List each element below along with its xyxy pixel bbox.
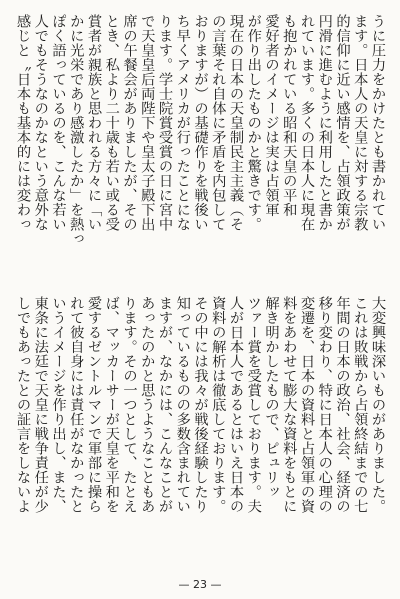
text-column: 愛好者のイメージは実は占領軍 <box>263 14 280 217</box>
text-column: 解き明かしたもので、ピュリッ <box>263 296 280 499</box>
text-column: 人でもそうなのかなという意外な <box>32 14 49 232</box>
text-column: とき、私より二十歳も若い或る受 <box>103 14 120 232</box>
text-column: も抱かれている昭和天皇の平和 <box>281 14 298 217</box>
text-column: の言葉それ自体に矛盾を内包して <box>210 14 227 232</box>
text-column: うに圧力をかけたとも書かれてい <box>370 14 386 232</box>
text-column: ば、マッカーサーが天皇を平和を <box>103 296 120 514</box>
text-column: ぽく語っているのを、こんな若い <box>50 14 67 232</box>
text-column: ります。その一つとして、たとえ <box>121 296 138 514</box>
page-number: — 23 — <box>178 578 222 591</box>
text-column: ますが、なかには、こんなことが <box>157 296 173 514</box>
text-column: 賞者が親族と思われる方々に「い <box>86 14 102 232</box>
text-column: 感じと〝日本も基本的には変わっ <box>15 14 31 232</box>
text-column: ります。学士院賞受賞の日に宮中 <box>157 14 173 232</box>
text-column: 席の午餐会がありましたが、その <box>121 14 138 232</box>
text-column: が作り出したものかと驚きです。 <box>245 14 262 232</box>
text-column: 愛するゼントルマンで軍部に操ら <box>86 296 102 514</box>
text-column: れています。多くの日本人に現在 <box>299 14 315 232</box>
text-column: あったのかと思うようなこともあ <box>139 296 156 514</box>
text-column: 人が日本人であるとはいえ日本の <box>228 296 244 514</box>
text-column: 大変興味深いものがありました。 <box>370 296 386 514</box>
text-column: ツァー賞を受賞しております。夫 <box>245 296 262 514</box>
text-column: 料をあわせて膨大な資料をもとに <box>281 296 298 514</box>
text-column: しでもあったとの証言をしないよ <box>15 296 31 514</box>
text-column: 現在の日本の天皇制民主主義（そ <box>228 14 244 232</box>
text-column: 知っているものの多数含まれてい <box>174 296 191 514</box>
text-column: 移り変わり、特に日本人の心理の <box>316 296 333 514</box>
text-column: ます。日本人の天皇に対する宗教 <box>352 14 369 232</box>
text-column: これは敗戦から占領終結までの七 <box>352 296 369 514</box>
text-column: 円滑に進むように利用したと書か <box>316 14 333 232</box>
text-column: その中には我々が戦後経験したり <box>192 296 209 514</box>
upper-text-band <box>14 14 386 284</box>
text-column: 変遷を、日本の資料と占領軍の資 <box>299 296 315 514</box>
lower-text-band <box>14 296 386 566</box>
text-column: ち早くアメリカが行ったことにな <box>174 14 191 232</box>
text-column: で天皇皇后両陛下や皇太子殿下出 <box>139 14 156 232</box>
text-column: れて彼自身には責任がなかったと <box>68 296 85 514</box>
text-column: おりますが）の基礎作りを戦後い <box>192 14 209 232</box>
text-column: 東条に法廷で天皇に戦争責任が少 <box>32 296 49 514</box>
text-column: かに光栄であり感激したか」を熱っ <box>68 14 85 246</box>
text-column: 的信仰に近い感情を、占領政策が <box>334 14 351 232</box>
text-column: いうイメージを作り出し、また、 <box>50 296 67 514</box>
text-column: 年間の日本の政治、社会、経済の <box>334 296 351 514</box>
text-column: 資料の解析は徹底しております。 <box>210 296 227 514</box>
